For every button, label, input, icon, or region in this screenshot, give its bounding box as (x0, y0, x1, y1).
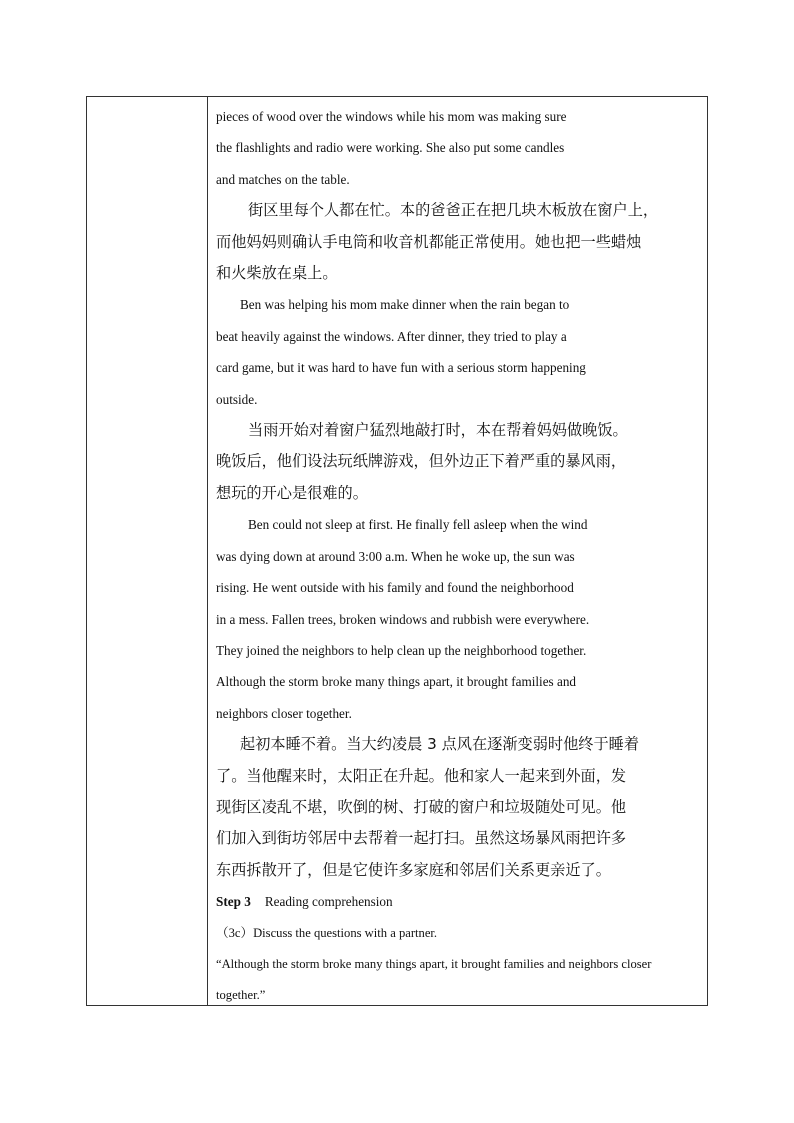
english-line: in a mess. Fallen trees, broken windows and rubbish were everywhere. (216, 611, 590, 627)
column-divider (207, 97, 208, 1005)
step-title: Reading comprehension (264, 894, 393, 910)
quote-line: “Although the storm broke many things apart, it brought families and neighbors closer (216, 956, 652, 971)
chinese-line: 东西拆散开了，但是它使许多家庭和邻居们关系更亲近了。 (216, 860, 611, 879)
chinese-line: 们加入到街坊邻居中去帮着一起打扫。虽然这场暴风雨把许多 (216, 829, 627, 848)
english-line: pieces of wood over the windows while his mom was making sure (216, 109, 567, 124)
english-line: was dying down at around 3:00 a.m. When he woke up, the sun was (216, 548, 575, 564)
chinese-line: 晚饭后，他们设法玩纸牌游戏，但外边正下着严重的暴风雨， (216, 452, 627, 471)
english-line: the flashlights and radio were working. She also put some candles (216, 140, 565, 156)
chinese-line: 想玩的开心是很难的。 (216, 483, 368, 502)
english-line: rising. He went outside with his family and found the neighborhood (216, 580, 574, 596)
step-label: Step 3 (216, 894, 251, 910)
english-line: Ben was helping his mom make dinner when the rain began to (240, 297, 570, 313)
english-line: card game, but it was hard to have fun with a serious storm happening (216, 360, 586, 376)
english-line: Ben could not sleep at first. He finally fell asleep when the wind (248, 517, 588, 533)
step-heading (216, 886, 708, 917)
chinese-line: 当雨开始对着窗户猛烈地敲打时，本在帮着妈妈做晚饭。 (248, 421, 628, 440)
left-column-cell (87, 97, 207, 1005)
english-line: neighbors closer together. (216, 705, 352, 721)
chinese-line: 街区里每个人都在忙。本的爸爸正在把几块木板放在窗户上， (248, 201, 659, 220)
english-line: outside. (216, 391, 258, 407)
chinese-line: 和火柴放在桌上。 (216, 264, 338, 283)
chinese-line: 而他妈妈则确认手电筒和收音机都能正常使用。她也把一些蜡烛 (216, 232, 642, 251)
chinese-line: 现街区凌乱不堪，吹倒的树、打破的窗户和垃圾随处可见。他 (216, 797, 627, 816)
lesson-table (86, 96, 708, 1006)
english-line: and matches on the table. (216, 171, 350, 187)
english-line: Although the storm broke many things apart, it brought families and (216, 674, 577, 690)
quote-line: together.” (216, 988, 266, 1003)
chinese-line: 了。当他醒来时，太阳正在升起。他和家人一起来到外面，发 (216, 766, 627, 785)
chinese-line: 起初本睡不着。当大约凌晨 3 点风在逐渐变弱时他终于睡着 (240, 735, 640, 754)
english-line: beat heavily against the windows. After dinner, they tried to play a (216, 328, 567, 344)
task-instruction: （3c）Discuss the questions with a partner. (216, 925, 438, 940)
english-line: They joined the neighbors to help clean up the neighborhood together. (216, 642, 587, 658)
right-column-content (216, 101, 708, 1012)
